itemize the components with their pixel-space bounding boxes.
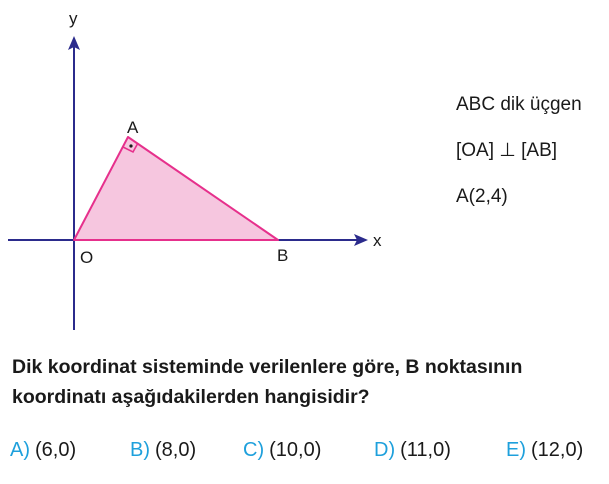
given-point-a: A(2,4) (456, 186, 508, 207)
choice-b-value: (8,0) (155, 439, 197, 461)
choice-a-value: (6,0) (35, 439, 77, 461)
y-axis-label: y (69, 9, 78, 28)
given-triangle: ABC dik üçgen (456, 94, 582, 115)
coordinate-diagram (0, 0, 420, 340)
right-angle-dot (129, 144, 132, 147)
choice-c[interactable] (243, 439, 321, 462)
answer-choices (10, 439, 609, 469)
choice-b-letter: B) (130, 439, 150, 461)
choice-b[interactable] (130, 439, 196, 462)
point-a-label: A (127, 118, 139, 137)
choice-c-value: (10,0) (269, 439, 322, 461)
givens-panel (456, 92, 582, 230)
question-text: Dik koordinat sisteminde verilenlere göre, B noktasının koordinatı aşağıdakilerden hangisidir? (12, 356, 523, 408)
given-perpendicular: [OA] ⊥ [AB] (456, 140, 558, 161)
choice-e-letter: E) (506, 439, 526, 461)
choice-d-letter: D) (374, 439, 396, 461)
x-axis-label: x (373, 231, 382, 250)
choice-e-value: (12,0) (531, 439, 584, 461)
choice-d-value: (11,0) (400, 439, 451, 461)
triangle-oab (74, 137, 278, 240)
choice-e[interactable] (506, 439, 583, 462)
choice-c-letter: C) (243, 439, 265, 461)
point-o-label: O (80, 248, 94, 267)
choice-d[interactable] (374, 439, 451, 462)
choice-a[interactable] (10, 439, 76, 462)
choice-a-letter: A) (10, 439, 30, 461)
point-b-label: B (277, 246, 289, 265)
